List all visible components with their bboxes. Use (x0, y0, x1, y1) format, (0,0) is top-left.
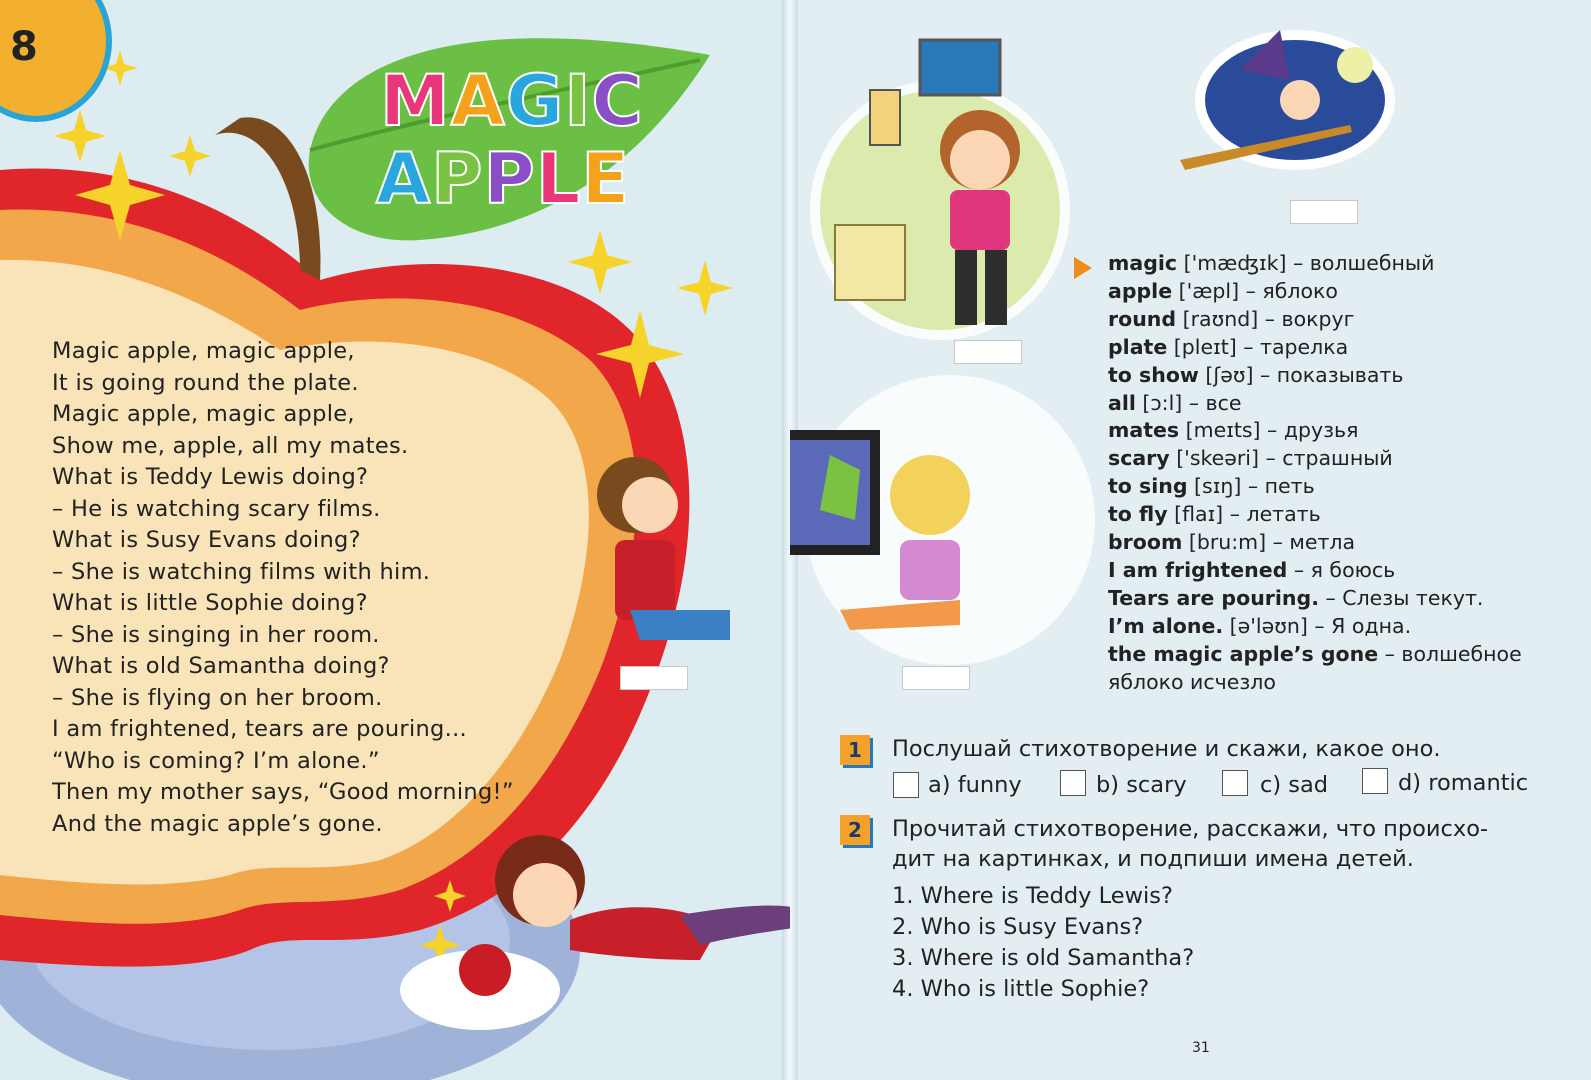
vocab-word: magic (1108, 251, 1178, 275)
vocab-item (1108, 306, 1522, 334)
option-scary: b) scary (1096, 772, 1187, 798)
vocab-item (1108, 417, 1522, 445)
question-4: 4. Who is little Sophie? (892, 976, 1150, 1002)
vocab-arrow-icon (1074, 257, 1092, 279)
vocab-item (1108, 334, 1522, 362)
vocab-item (1108, 501, 1522, 529)
vocab-translation: [bru:m] – метла (1182, 530, 1356, 555)
vocab-word: I am frightened (1108, 557, 1288, 582)
vocab-translation: [ə'ləʊn] – Я одна. (1223, 613, 1412, 638)
question-1: 1. Where is Teddy Lewis? (892, 883, 1173, 909)
vocab-item (1108, 362, 1522, 390)
task-2-text-line-1: Прочитай стихотворение, расскажи, что происхо- (892, 816, 1489, 842)
checkbox-scary[interactable] (1060, 770, 1086, 796)
name-label-samantha[interactable] (1290, 200, 1358, 224)
vocab-translation: [ʃəʊ] – показывать (1198, 362, 1404, 387)
vocab-translation: – я боюсь (1287, 557, 1396, 582)
vocab-word: mates (1108, 418, 1180, 443)
vocab-word: plate (1108, 334, 1168, 359)
poem-line: What is old Samantha doing? (52, 653, 390, 679)
poem-line: I am frightened, tears are pouring... (52, 716, 467, 742)
vocab-item (1108, 641, 1522, 669)
poem-line: – She is flying on her broom. (52, 684, 383, 711)
checkbox-romantic[interactable] (1362, 768, 1388, 794)
vocab-item (1108, 585, 1522, 613)
vocabulary-list (1108, 250, 1522, 697)
name-label-susy[interactable] (902, 666, 970, 690)
vocab-translation: [pleɪt] – тарелка (1167, 334, 1349, 359)
question-2: 2. Who is Susy Evans? (892, 914, 1144, 940)
poem-line: – She is watching films with him. (52, 558, 431, 585)
task-2-text-line-2: дит на картинках, и подпиши имена детей. (892, 846, 1414, 872)
vocab-translation: – волшебное (1378, 641, 1522, 666)
vocab-word: scary (1108, 446, 1170, 471)
vocab-word: to fly (1108, 502, 1168, 527)
vocab-translation: [meɪts] – друзья (1179, 418, 1359, 443)
checkbox-funny[interactable] (893, 772, 919, 798)
checkbox-sad[interactable] (1222, 770, 1248, 796)
vocab-translation: яблоко исчезло (1108, 669, 1276, 694)
poem-line: “Who is coming? I’m alone.” (52, 747, 380, 774)
poem-line: – He is watching scary films. (52, 495, 381, 522)
poem-line: Show me, apple, all my mates. (52, 432, 409, 459)
vocab-item (1108, 613, 1522, 641)
vocab-word: all (1108, 390, 1136, 415)
page-number-left: 8 (10, 24, 38, 70)
vocab-word: to show (1108, 362, 1199, 387)
question-3: 3. Where is old Samantha? (892, 945, 1195, 971)
vocab-word: I’m alone. (1108, 613, 1224, 638)
vocab-item (1108, 278, 1522, 306)
poem-line: What is Susy Evans doing? (52, 527, 361, 553)
vocab-translation: ['mæʤɪk] – волшебный (1177, 251, 1435, 275)
name-label-sophie[interactable] (954, 340, 1022, 364)
poem-line: And the magic apple’s gone. (52, 810, 383, 837)
vocab-translation: [raʊnd] – вокруг (1176, 306, 1355, 331)
vocab-item (1108, 390, 1522, 418)
vocab-translation: ['æpl] – яблоко (1172, 278, 1338, 303)
title-line-1: MAGIC (380, 60, 644, 142)
task-1-number: 1 (840, 735, 870, 765)
vocab-word: apple (1108, 278, 1173, 303)
vocab-item (1108, 445, 1522, 473)
title-line-2: APPLE (376, 138, 631, 220)
task-2-number: 2 (840, 815, 870, 845)
poem-line: What is Teddy Lewis doing? (52, 464, 369, 490)
vocab-translation: – Слезы текут. (1318, 585, 1484, 610)
page-title (376, 60, 644, 220)
name-label-teddy[interactable] (620, 666, 688, 690)
vocab-translation: [ɔ:l] – все (1135, 390, 1242, 415)
vocab-translation: [flaɪ] – летать (1167, 502, 1321, 527)
poem-line: Magic apple, magic apple, (52, 401, 355, 427)
poem-line: Then my mother says, “Good morning!” (52, 779, 514, 805)
vocab-word: the magic apple’s gone (1108, 641, 1379, 666)
vocab-item (1108, 250, 1522, 278)
poem-line: It is going round the plate. (52, 369, 359, 396)
poem-line: What is little Sophie doing? (52, 590, 368, 616)
vocab-word: round (1108, 306, 1177, 331)
poem-line: – She is singing in her room. (52, 621, 380, 648)
vocab-item (1108, 557, 1522, 585)
option-romantic: d) romantic (1398, 770, 1529, 796)
option-funny: a) funny (928, 772, 1022, 798)
vocab-item (1108, 669, 1522, 697)
page-number-right: 31 (1192, 1040, 1210, 1056)
vocab-translation: [sɪŋ] – петь (1187, 474, 1315, 499)
option-sad: c) sad (1260, 772, 1329, 798)
vocab-item (1108, 529, 1522, 557)
poem (52, 336, 514, 840)
vocab-translation: ['skeəri] – страшный (1169, 446, 1393, 471)
task-1-text: Послушай стихотворение и скажи, какое оно. (892, 736, 1441, 762)
poem-line: Magic apple, magic apple, (52, 338, 355, 364)
vocab-word: to sing (1108, 474, 1188, 499)
vocab-word: broom (1108, 530, 1183, 555)
vocab-word: Tears are pouring. (1108, 585, 1319, 610)
vocab-item (1108, 473, 1522, 501)
